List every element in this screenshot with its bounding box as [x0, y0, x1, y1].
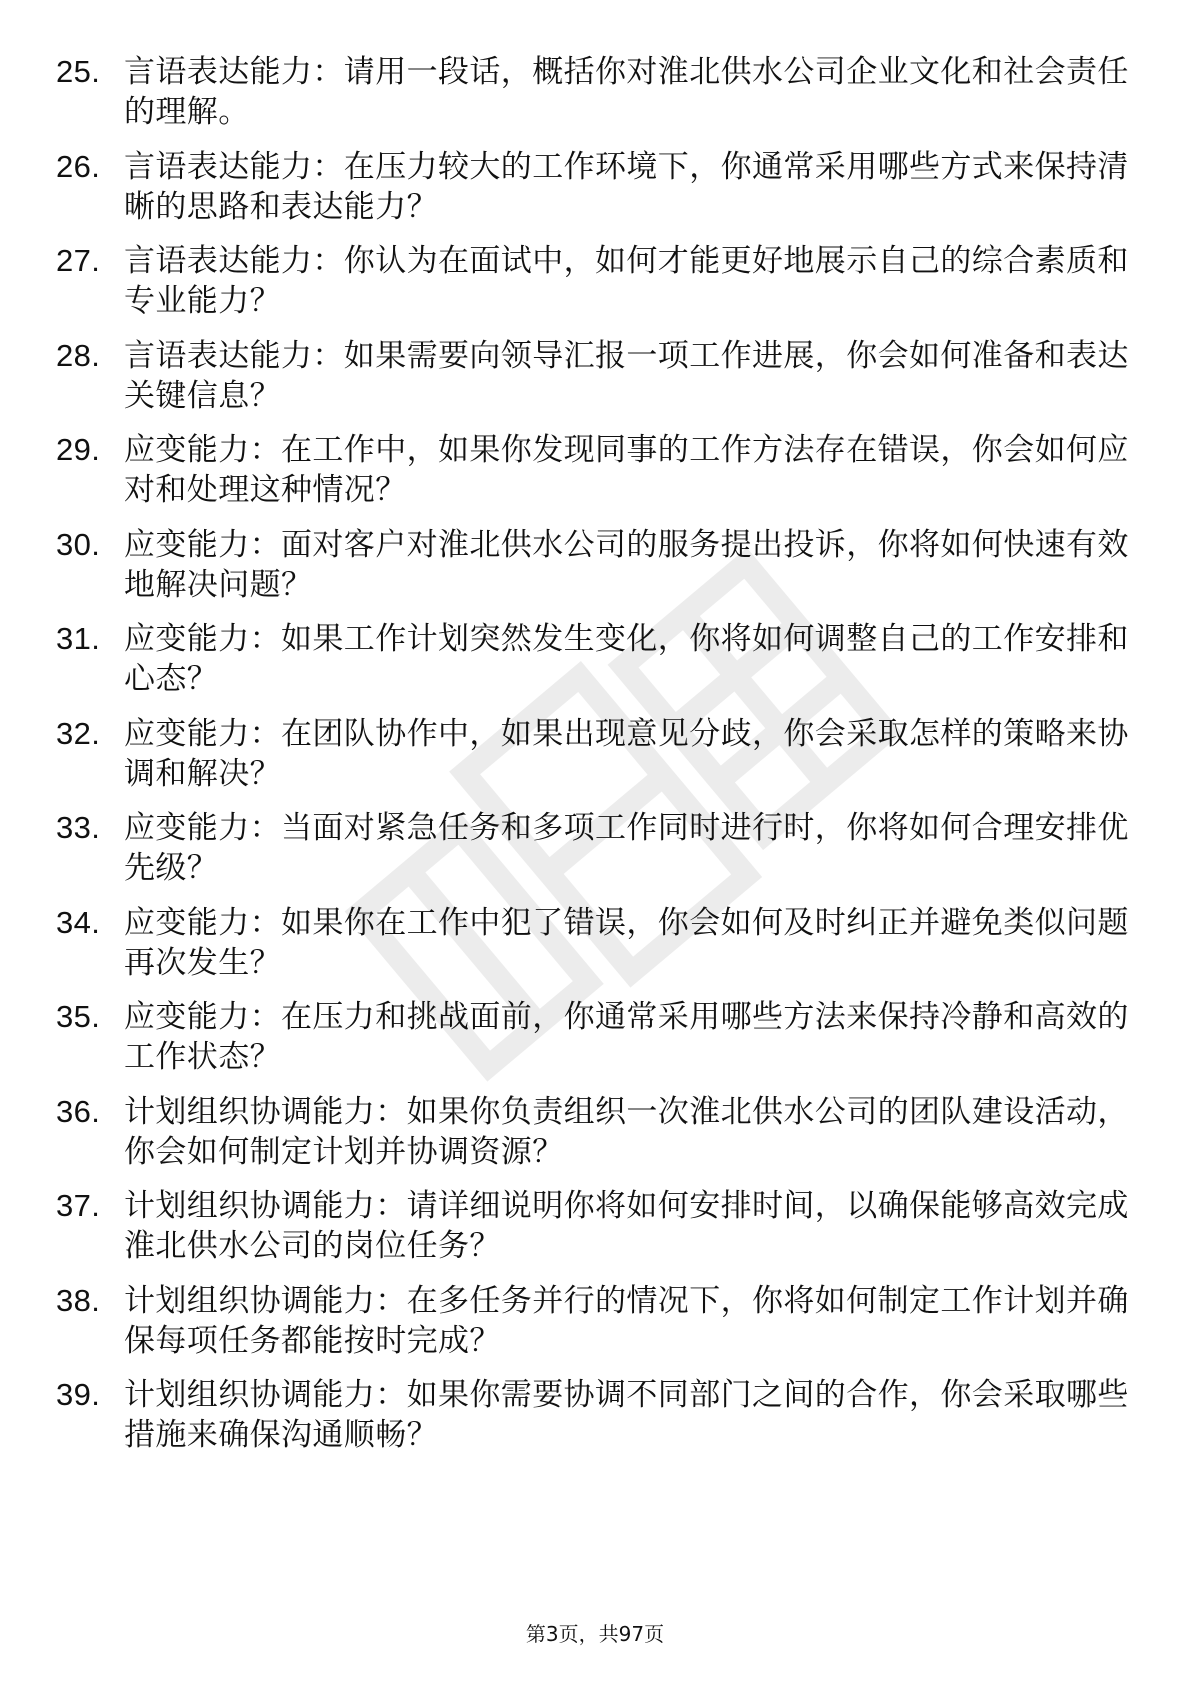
list-item: [52, 714, 1132, 794]
list-item: [52, 808, 1132, 888]
question-text: 应变能力：在工作中，如果你发现同事的工作方法存在错误，你会如何应对和处理这种情况？: [124, 432, 1129, 508]
question-text: 应变能力：当面对紧急任务和多项工作同时进行时，你将如何合理安排优先级？: [124, 810, 1129, 886]
question-text: 言语表达能力：在压力较大的工作环境下，你通常采用哪些方式来保持清晰的思路和表达能力？: [124, 148, 1129, 225]
question-number: 27.: [56, 243, 101, 278]
question-number: 35.: [56, 999, 101, 1034]
question-text: 应变能力：在团队协作中，如果出现意见分歧，你会采取怎样的策略来协调和解决？: [124, 715, 1129, 792]
question-text: 计划组织协调能力：在多任务并行的情况下，你将如何制定工作计划并确保每项任务都能按时完成？: [124, 1282, 1129, 1359]
question-text: 言语表达能力：请用一段话，概括你对淮北供水公司企业文化和社会责任的理解。: [124, 54, 1129, 130]
question-number: 33.: [56, 810, 101, 845]
question-number: 34.: [56, 904, 101, 940]
question-text: 应变能力：面对客户对淮北供水公司的服务提出投诉，你将如何快速有效地解决问题？: [124, 526, 1129, 603]
question-number: 25.: [56, 54, 101, 89]
question-number: 29.: [56, 432, 101, 467]
question-number: 28.: [56, 337, 101, 373]
list-item: [52, 1092, 1132, 1172]
question-text: 言语表达能力：如果需要向领导汇报一项工作进展，你会如何准备和表达关键信息？: [124, 337, 1129, 414]
question-text: 计划组织协调能力：请详细说明你将如何安排时间，以确保能够高效完成淮北供水公司的岗位任务？: [124, 1188, 1129, 1264]
question-text: 应变能力：如果工作计划突然发生变化，你将如何调整自己的工作安排和心态？: [124, 621, 1129, 697]
list-item: [52, 52, 1132, 132]
question-text: 应变能力：在压力和挑战面前，你通常采用哪些方法来保持冷静和高效的工作状态？: [124, 999, 1129, 1075]
question-number: 26.: [56, 148, 101, 184]
list-item: [52, 1186, 1132, 1266]
list-item: [52, 1375, 1132, 1455]
list-item: [52, 525, 1132, 605]
question-number: 30.: [56, 526, 101, 562]
question-text: 应变能力：如果你在工作中犯了错误，你会如何及时纠正并避免类似问题再次发生？: [124, 904, 1129, 981]
question-number: 37.: [56, 1188, 101, 1223]
list-item: [52, 147, 1132, 227]
list-item: [52, 619, 1132, 699]
list-item: [52, 1281, 1132, 1361]
question-number: 39.: [56, 1377, 101, 1412]
list-item: [52, 336, 1132, 416]
question-number: 38.: [56, 1282, 101, 1318]
question-number: 32.: [56, 715, 101, 751]
page-number-footer: 第3页，共97页: [525, 1622, 665, 1646]
question-text: 言语表达能力：你认为在面试中，如何才能更好地展示自己的综合素质和专业能力？: [124, 243, 1129, 319]
question-number: 36.: [56, 1093, 101, 1129]
list-item: [52, 241, 1132, 321]
list-item: [52, 430, 1132, 510]
question-list: [52, 52, 1132, 1470]
question-text: 计划组织协调能力：如果你需要协调不同部门之间的合作，你会采取哪些措施来确保沟通顺畅？: [124, 1377, 1129, 1453]
list-item: [52, 997, 1132, 1077]
question-number: 31.: [56, 621, 101, 656]
question-text: 计划组织协调能力：如果你负责组织一次淮北供水公司的团队建设活动，你会如何制定计划并协调资源？: [124, 1093, 1129, 1170]
list-item: [52, 903, 1132, 983]
